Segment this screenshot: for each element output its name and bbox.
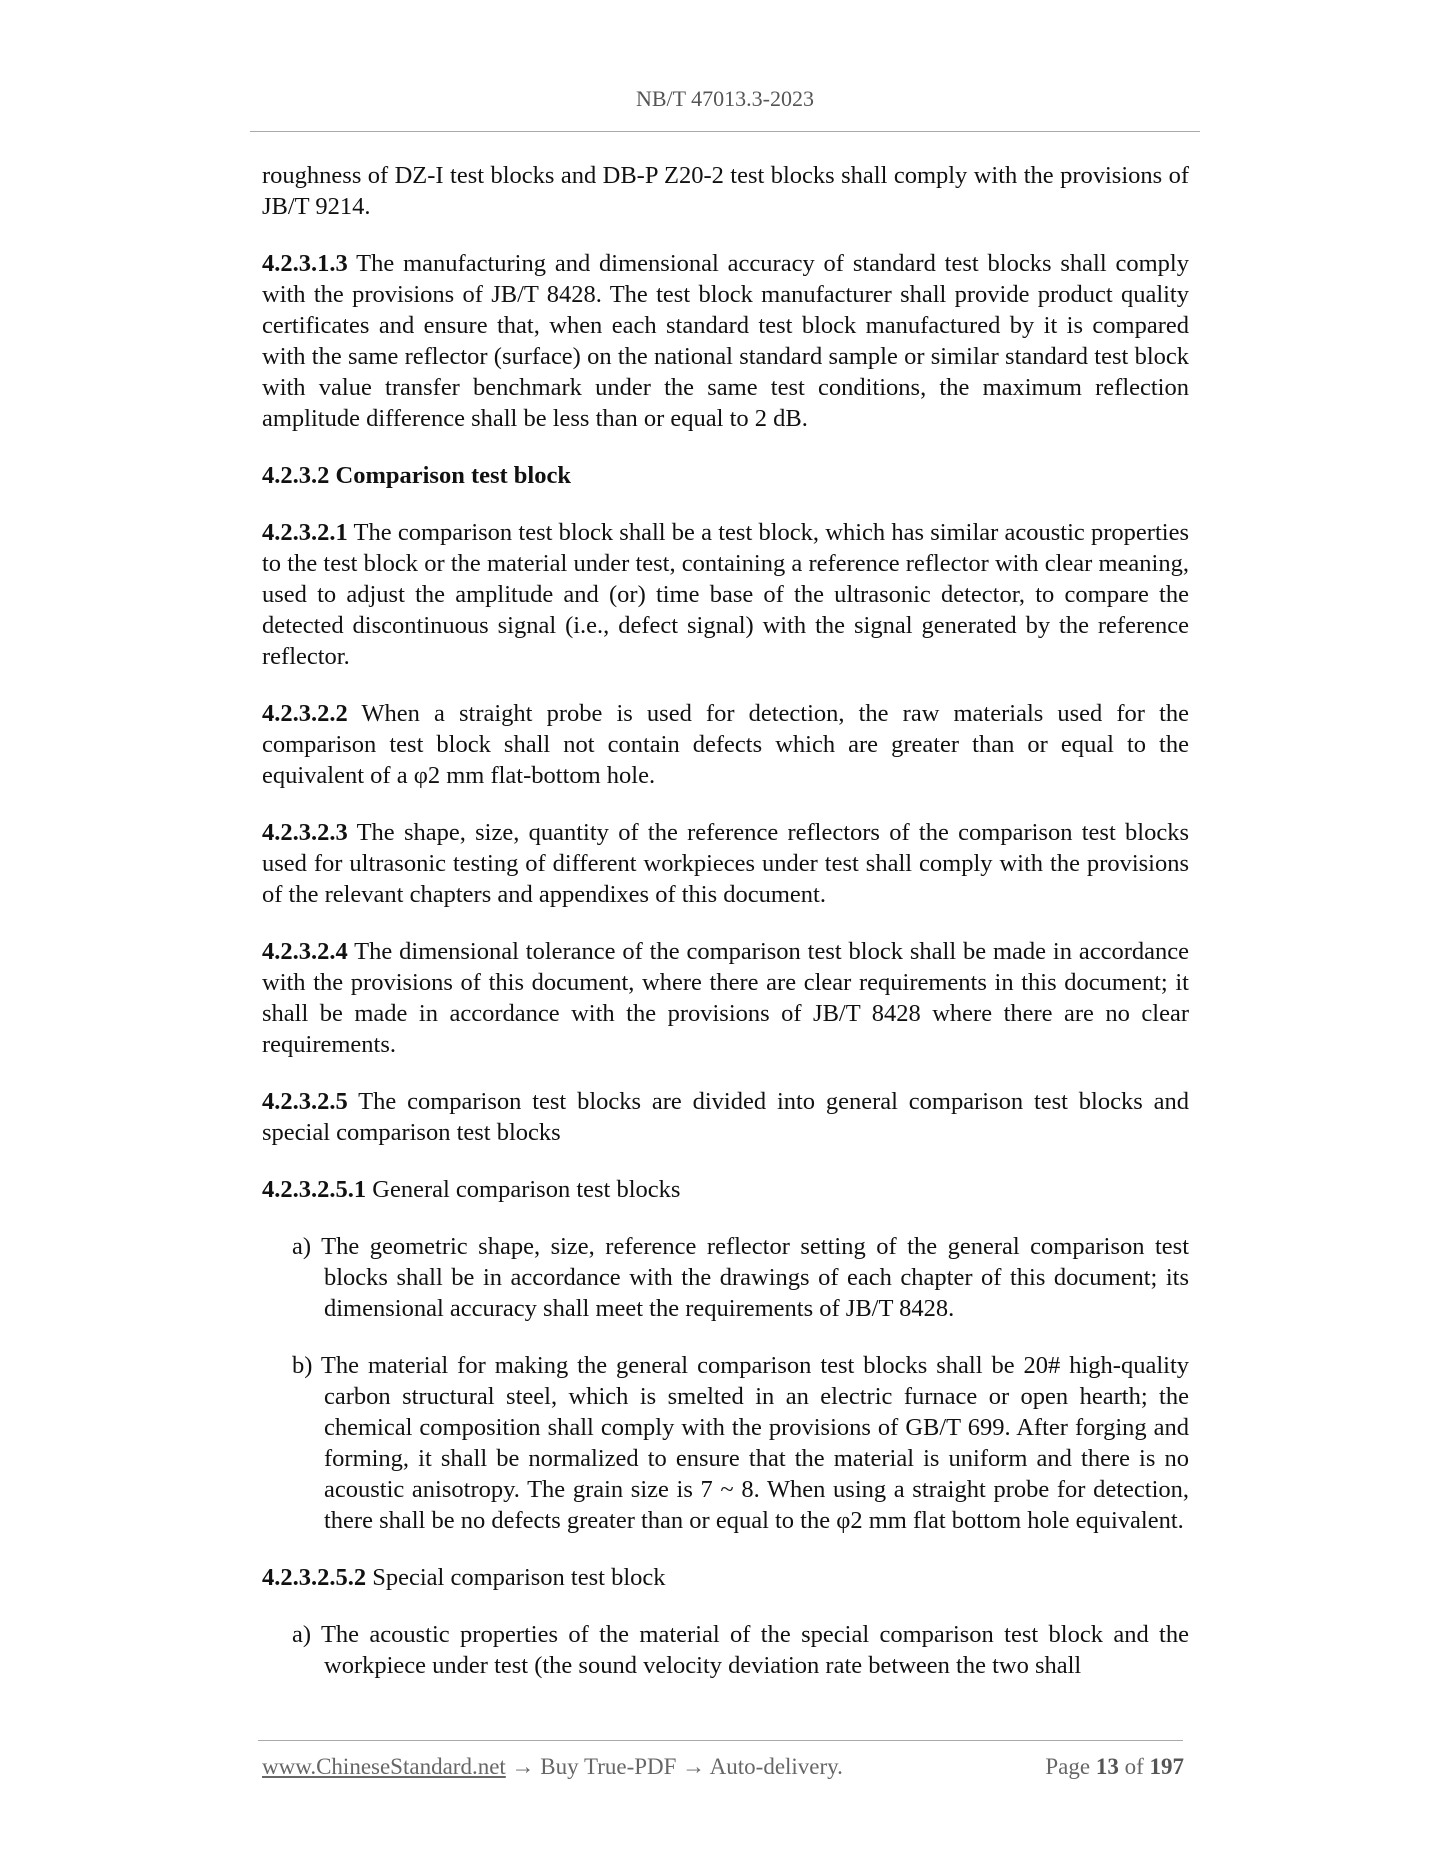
page-header-title: NB/T 47013.3-2023 — [635, 86, 815, 111]
clause-number: 4.2.3.2.4 — [262, 938, 348, 965]
list-marker: a) — [292, 1621, 321, 1648]
list-item-a — [262, 1231, 1189, 1324]
list-marker: a) — [292, 1233, 322, 1260]
clause-text: When a straight probe is used for detection, the raw materials used for the comparison test block shall not contain defects which are greater than or equal to the equivalent of a φ2 mm flat-bottom hole. — [262, 700, 1189, 789]
clause-number: 4.2.3.2.3 — [262, 819, 348, 846]
clause-text: Special comparison test block — [366, 1564, 666, 1591]
page-number — [1045, 1754, 1184, 1780]
clause-text: The dimensional tolerance of the comparison test block shall be made in accordance with the provisions of this document, where there are clear requirements in this document; it shall be made in accordance with the provisions of JB/T 8428 where there are no clear requirements. — [262, 938, 1189, 1058]
clause-4-2-3-1-3 — [262, 248, 1189, 434]
promo-text: → Buy True-PDF → Auto-delivery. — [505, 1754, 843, 1779]
page-current: 13 — [1095, 1754, 1119, 1779]
footer-divider — [258, 1740, 1183, 1741]
paragraph-text: roughness of DZ-I test blocks and DB-P Z20-2 test blocks shall comply with the provisions of JB/T 9214. — [262, 162, 1189, 220]
list-text: The material for making the general comparison test blocks shall be 20# high-quality carbon structural steel, which is smelted in an electric furnace or open hearth; the chemical composition shall comply with the provisions of GB/T 699. After forging and forming, it shall be normalized to ensure that the material is uniform and there is no acoustic anisotropy. The grain size is 7 ~ 8. When using a straight probe for detection, there shall be no defects greater than or equal to the φ2 mm flat bottom hole equivalent. — [320, 1352, 1189, 1534]
clause-4-2-3-2-3 — [262, 817, 1189, 910]
clause-number: 4.2.3.2.1 — [262, 519, 348, 546]
clause-4-2-3-2-5-2 — [262, 1562, 1189, 1593]
clause-number: 4.2.3.1.3 — [262, 250, 348, 277]
clause-number: 4.2.3.2.5 — [262, 1088, 348, 1115]
clause-4-2-3-2-5 — [262, 1086, 1189, 1148]
list-text: The acoustic properties of the material of the special comparison test block and the workpiece under test (the sound velocity deviation rate between the two shall — [320, 1621, 1189, 1679]
site-link[interactable]: www.ChineseStandard.net — [262, 1754, 506, 1779]
clause-4-2-3-2-5-1 — [262, 1174, 1189, 1205]
clause-number: 4.2.3.2.2 — [262, 700, 348, 727]
section-heading: 4.2.3.2 Comparison test block — [262, 462, 571, 489]
clause-text: The comparison test blocks are divided into general comparison test blocks and special comparison test blocks — [262, 1088, 1189, 1146]
clause-number: 4.2.3.2.5.2 — [262, 1564, 367, 1591]
clause-text: The shape, size, quantity of the reference reflectors of the comparison test blocks used for ultrasonic testing of different workpieces under test shall comply with the provisions of the relevant chapters and appendixes of this document. — [262, 819, 1189, 908]
clause-text: The comparison test block shall be a test block, which has similar acoustic properties to the test block or the material under test, containing a reference reflector with clear meaning, used to adjust the amplitude and (or) time base of the ultrasonic detector, to compare the detected discontinuous signal (i.e., defect signal) with the signal generated by the reference reflector. — [262, 519, 1189, 670]
page-prefix: Page — [1045, 1754, 1096, 1779]
list-marker: b) — [292, 1352, 321, 1379]
paragraph-continued — [262, 160, 1189, 222]
footer-promo — [262, 1754, 843, 1780]
clause-4-2-3-2-2 — [262, 698, 1189, 791]
clause-text: General comparison test blocks — [366, 1176, 681, 1203]
list-text: The geometric shape, size, reference reflector setting of the general comparison test blocks shall be in accordance with the drawings of each chapter of this document; its dimensional accuracy shall meet the requirements of JB/T 8428. — [321, 1233, 1190, 1322]
list-item-a-special — [262, 1619, 1189, 1681]
clause-4-2-3-2-4 — [262, 936, 1189, 1060]
document-body — [262, 160, 1189, 1707]
page-total: 197 — [1149, 1754, 1184, 1779]
clause-text: The manufacturing and dimensional accuracy of standard test blocks shall comply with the provisions of JB/T 8428. The test block manufacturer shall provide product quality certificates and ensure that, when each standard test block manufactured by it is compared with the same reflector (surface) on the national standard sample or similar standard test block with value transfer benchmark under the same test conditions, the maximum reflection amplitude difference shall be less than or equal to 2 dB. — [262, 250, 1189, 432]
header-divider — [250, 131, 1200, 132]
list-item-b — [262, 1350, 1189, 1536]
clause-number: 4.2.3.2.5.1 — [262, 1176, 367, 1203]
page-of: of — [1118, 1754, 1150, 1779]
clause-4-2-3-2-1 — [262, 517, 1189, 672]
